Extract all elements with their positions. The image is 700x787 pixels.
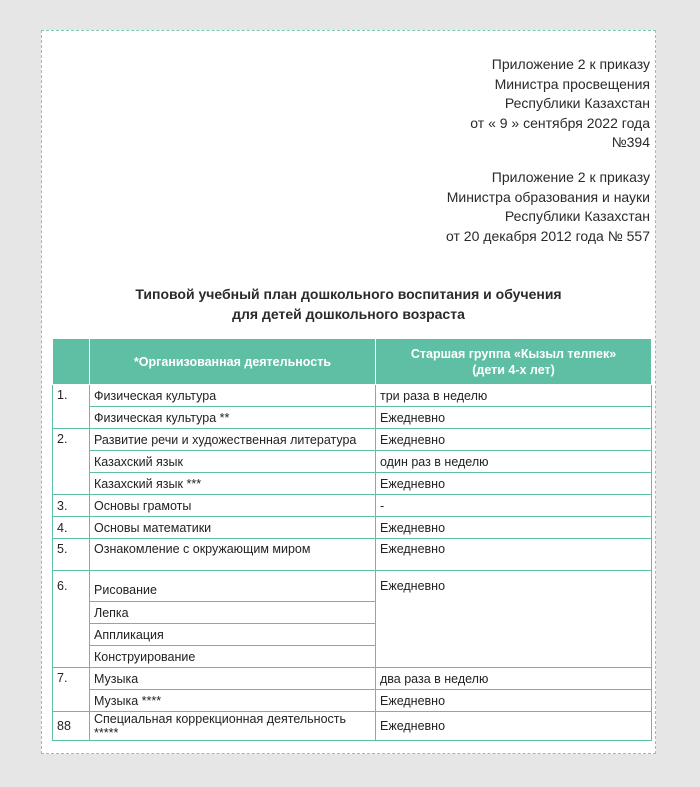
activity-cell: Развитие речи и художественная литература [90, 429, 376, 451]
table-row [53, 385, 652, 407]
table-row [53, 539, 652, 571]
table-row [53, 668, 652, 690]
appendix-line: Министра просвещения [494, 75, 650, 92]
frequency-cell: два раза в неделю [376, 668, 652, 690]
row-number: 5. [53, 539, 90, 571]
activity-cell: Основы математики [90, 517, 376, 539]
frequency-cell: - [376, 495, 652, 517]
table-row [53, 712, 652, 741]
table-row [53, 473, 652, 495]
activity-cell: Специальная коррекционная деятельность ***** [90, 712, 376, 741]
frequency-cell: три раза в неделю [376, 385, 652, 407]
activity-cell: Казахский язык [90, 451, 376, 473]
title-line: Типовой учебный план дошкольного воспитания и обучения [135, 286, 562, 302]
row-number: 6. [53, 571, 90, 668]
table-row [53, 690, 652, 712]
row-number: 2. [53, 429, 90, 495]
row-number: 3. [53, 495, 90, 517]
frequency-cell: Ежедневно [376, 539, 652, 571]
activity-cell: Ознакомление с окружающим миром [90, 539, 376, 571]
appendix-line: от « 9 » сентября 2022 года [470, 114, 650, 131]
table-header-row [53, 339, 652, 385]
curriculum-table [52, 338, 652, 741]
table-row [53, 451, 652, 473]
table-row [53, 495, 652, 517]
row-number: 7. [53, 668, 90, 712]
header-number [53, 339, 90, 385]
frequency-cell: Ежедневно [376, 517, 652, 539]
activity-cell: Аппликация [90, 624, 376, 646]
frequency-cell: Ежедневно [376, 407, 652, 429]
frequency-cell: Ежедневно [376, 690, 652, 712]
activity-cell: Музыка [90, 668, 376, 690]
table-row [53, 517, 652, 539]
appendix-line: Республики Казахстан [504, 208, 650, 224]
activity-cell: Лепка [90, 602, 376, 624]
appendix-line: №394 [611, 134, 650, 150]
table-row [53, 571, 652, 602]
table-row [53, 429, 652, 451]
header-activity: *Организованная деятельность [90, 339, 376, 385]
appendix-note-2012 [446, 168, 650, 246]
table-row [53, 407, 652, 429]
frequency-cell: один раз в неделю [376, 451, 652, 473]
activity-cell: Конструирование [90, 646, 376, 668]
appendix-line: Приложение 2 к приказу [491, 169, 650, 185]
activity-cell: Музыка **** [90, 690, 376, 712]
activity-cell: Казахский язык *** [90, 473, 376, 495]
header-group [376, 339, 652, 385]
document-title [42, 285, 655, 324]
appendix-line: Республики Казахстан [504, 95, 650, 111]
title-line: для детей дошкольного возраста [232, 305, 465, 322]
frequency-cell: Ежедневно [376, 712, 652, 741]
appendix-line: Приложение 2 к приказу [491, 56, 650, 72]
appendix-line: Министра образования и науки [446, 188, 650, 205]
header-group-age: (дети 4-х лет) [472, 362, 555, 377]
activity-cell: Основы грамоты [90, 495, 376, 517]
frequency-cell: Ежедневно [376, 429, 652, 451]
row-number: 4. [53, 517, 90, 539]
row-number: 1. [53, 385, 90, 429]
appendix-line: от 20 декабря 2012 года № 557 [446, 227, 650, 244]
row-number: 88 [53, 712, 90, 741]
document-page [41, 30, 656, 754]
activity-cell: Рисование [90, 571, 376, 602]
activity-cell: Физическая культура ** [90, 407, 376, 429]
activity-cell: Физическая культура [90, 385, 376, 407]
appendix-note-2022 [470, 55, 650, 153]
frequency-cell: Ежедневно [376, 473, 652, 495]
header-group-name: Старшая группа «Кызыл телпек» [410, 346, 617, 361]
frequency-cell: Ежедневно [376, 571, 652, 668]
